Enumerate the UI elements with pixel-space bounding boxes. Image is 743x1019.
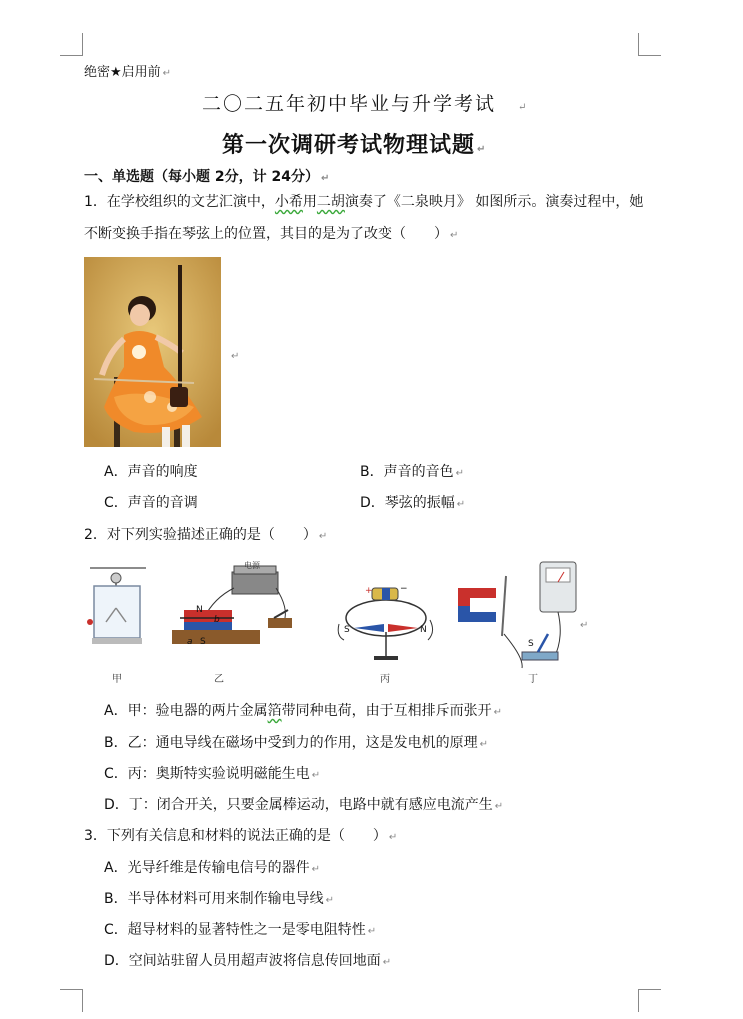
erhu-player-photo: [84, 257, 221, 447]
q2-option-d: D．丁：闭合开关，只要金属棒运动，电路中就有感应电流产生 ↵: [104, 797, 504, 813]
electroscope-figure: [87, 568, 146, 644]
svg-text:↵: ↵: [580, 620, 589, 631]
q2-option-a: A．甲：验电器的两片金属箔带同种电荷，由于互相排斥而张开 ↵: [104, 703, 502, 719]
exam-title: 二〇二五年初中毕业与升学考试 ↵: [202, 93, 529, 115]
svg-text:−: −: [400, 584, 408, 594]
svg-text:N: N: [420, 625, 427, 635]
confidential-label: 绝密★启用前 ↵: [84, 65, 172, 80]
motor-principle-figure: [172, 560, 292, 647]
q1-stem-line2: 不断变换手指在琴弦上的位置，其目的是为了改变（ ） ↵: [84, 226, 459, 242]
oersted-figure: [338, 584, 432, 660]
svg-text:+: +: [365, 586, 373, 596]
section-heading: 一、单选题（每小题 2分，计 24分） ↵: [84, 169, 330, 185]
q1-option-a: A．声音的响度: [104, 464, 198, 480]
svg-text:a: a: [187, 637, 193, 647]
q1-option-b: B．声音的音色 ↵: [360, 464, 464, 480]
q1-option-c: C．声音的音调: [104, 495, 198, 511]
svg-text:N: N: [196, 605, 203, 615]
q3-stem: 3．下列有关信息和材料的说法正确的是（ ） ↵: [84, 828, 398, 844]
q2-option-b: B．乙：通电导线在磁场中受到力的作用，这是发电机的原理 ↵: [104, 735, 488, 751]
q2-stem: 2．对下列实验描述正确的是（ ） ↵: [84, 527, 328, 543]
svg-text:乙: 乙: [214, 674, 224, 685]
q3-option-c: C．超导材料的显著特性之一是零电阻特性 ↵: [104, 922, 377, 938]
svg-text:丙: 丙: [380, 674, 390, 685]
svg-text:甲: 甲: [112, 674, 122, 685]
q1-stem-line1: 1．在学校组织的文艺汇演中，小希用二胡演奏了《二泉映月》 如图所示。演奏过程中，她: [84, 194, 644, 210]
crop-mark-bottom-right: [638, 989, 661, 1012]
svg-text:S: S: [344, 625, 350, 635]
paper-title: 第一次调研考试物理试题 ↵: [222, 133, 487, 158]
crop-mark-bottom-left: [60, 989, 83, 1012]
q3-option-a: A．光导纤维是传输电信号的器件 ↵: [104, 860, 320, 876]
photo-paragraph-mark: ↵: [231, 351, 240, 362]
q2-option-c: C．丙：奥斯特实验说明磁能生电 ↵: [104, 766, 321, 782]
svg-text:丁: 丁: [528, 674, 538, 685]
svg-text:S: S: [200, 637, 206, 647]
q2-figures: [84, 558, 604, 690]
q3-option-d: D．空间站驻留人员用超声波将信息传回地面 ↵: [104, 953, 392, 969]
svg-text:电源: 电源: [244, 561, 260, 570]
crop-mark-top-left: [60, 33, 83, 56]
q3-option-b: B．半导体材料可用来制作输电导线 ↵: [104, 891, 334, 907]
svg-text:S: S: [528, 639, 534, 649]
induction-figure: [458, 562, 576, 668]
q1-option-d: D．琴弦的振幅 ↵: [360, 495, 466, 511]
crop-mark-top-right: [638, 33, 661, 56]
svg-text:b: b: [214, 615, 220, 625]
